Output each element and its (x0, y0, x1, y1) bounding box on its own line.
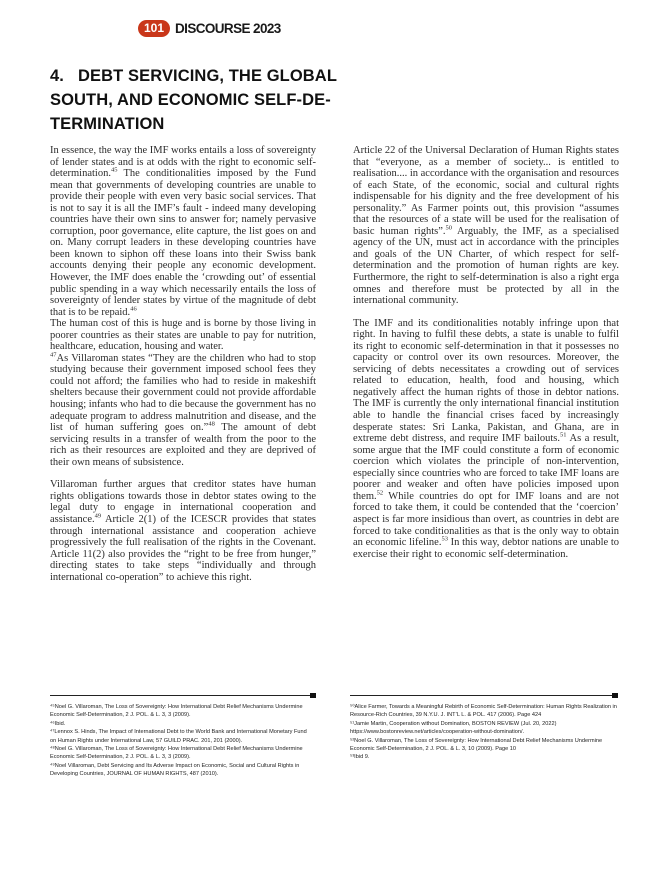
footnote: ⁴⁵Noel G. Villaroman, The Loss of Sovereignty: How International Debt Relief Mechanisms Undermine Economic Self-Determination, 2 J. POL. & L. 3, 3 (2009). (50, 704, 303, 719)
footnote-ref[interactable]: 47 (50, 351, 57, 359)
footnote-divider-right (350, 695, 618, 696)
footnote: ⁴⁸Noel G. Villaroman, The Loss of Sovereignty: How International Debt Relief Mechanisms Undermine Economic Self-Determination, 2 J. POL. & L. 3, 3 (2009). (50, 746, 303, 761)
page-number-badge: 101 (138, 20, 170, 37)
footnote-ref[interactable]: 45 (110, 166, 118, 174)
footnote: ⁴⁹Noel Villaroman, Debt Servicing and Its Adverse Impact on Economic, Social and Cultural Rights in Developing Countries, JOURNAL OF HUMAN RIGHTS, 487 (2010). (50, 762, 300, 778)
footnote-ref[interactable]: 52 (376, 489, 384, 497)
paragraph: Article 22 of the Universal Declaration of Human Rights states that “everyone, as a member of society... is entitled to realisation.... in accordance with the organisation and resources of each State, of the economic, social and cultural rights indispensable for his dignity and the free development of his personality.” As Farmer points out, this provision “assumes that the resources of a state will be used for the realisation of basic human rights”.$^{50}$ Arguably, the IMF, as a specialised agency of the UN, must act in accordance with the principles and goals of the UN Charter, of which respect for self-determination and the promotion of human rights are key. Furthermore, the right to self-determination is also a right erga omnes and therefore must be protected by all in the international community. (353, 145, 620, 307)
footnote: ⁴⁷Lennox S. Hinds, The Impact of International Debt to the World Bank and International Monetary Fund on Human Rights under International Law, 57 GUILD PRAC. 201, 201 (2000). (50, 729, 307, 744)
paragraph: Villaroman further argues that creditor states have human rights obligations towards those in debtor states owing to the legal duty to engage in international cooperation and assistance.$^{49}$ Article 2(1) of the ICESCR provides that states through international assistance and cooperation achieve progressively the full realisation of the rights in the Covenant. Article 11(2) also provides the “right to be free from hunger,” directing states to take steps “individually and through international co-operation” to achieve this right. (50, 479, 316, 583)
body-column-left (50, 145, 316, 594)
footnote-divider-cap-right (612, 693, 618, 698)
footnote-ref[interactable]: 46 (130, 305, 137, 313)
footnote-ref[interactable]: 53 (441, 535, 448, 543)
running-header (138, 19, 281, 38)
footnotes-left (50, 703, 312, 779)
footnote: ⁵⁰Alice Farmer, Towards a Meaningful Rebirth of Economic Self-Determination: Human Rights Realization in Resource-Rich Countries, 39 N.Y.U. J. INT’L L. & POL. 417 (2006). Page 424 (350, 704, 617, 719)
footnote-ref[interactable]: 51 (560, 431, 567, 439)
footnote: ⁵²Noel G. Villaroman, The Loss of Sovereignty: How International Debt Relief Mechanisms Undermine Economic Self-Determination, 2 J. POL. & L. 3, 10 (2009). Page 10 (350, 737, 603, 753)
journal-title: DISCOURSE 2023 (175, 21, 281, 36)
footnote-ref[interactable]: 50 (445, 224, 452, 232)
footnote-ref[interactable]: 48 (208, 420, 215, 428)
paragraph: In essence, the way the IMF works entails a loss of sovereignty of lender states and is at odds with the right to economic self-determination.$^{45}$ The conditionalities imposed by the Fund mean that governments of developing countries are unable to provide their people with even very basic social services. That is not to say it is all the IMF’s fault - indeed many developing countries have their own sins to answer for; namely pervasive corruption, poor governance, elite capture, the list goes on and on. Many corrupt leaders in these developing countries have been known to siphon off these loans into their Swiss bank accounts denying their people any economic development. However, the IMF does enable the ‘crowding out’ of essential public spending in a way which necessarily entails the loss of sovereignty of lender states by virtue of the magnitude of debt that is to be repaid.$^{46}$ (50, 145, 316, 318)
footnote: ⁵³Ibid 9. (350, 754, 370, 761)
footnote-ref[interactable]: 49 (94, 512, 102, 520)
body-column-right (353, 145, 619, 571)
footnote: ⁵¹Jamie Martin, Cooperation without Domination, BOSTON REVIEW (Jul. 20, 2022) https://www.bostonreview.net/articles/cooperation-without-domination/. (350, 720, 557, 736)
footnotes-right (350, 703, 618, 762)
footnote-divider-cap-left (310, 693, 316, 698)
footnote-divider-left (50, 695, 315, 696)
paragraph: The human cost of this is huge and is borne by those living in poorer countries as their states are unable to pay for nutrition, healthcare, education, housing and water. $^{47}$As Villaroman states “They are the children who had to stop studying because their government imposed school fees they could not afford; the families who had to reside in makeshift shelters because their government could not provide affordable housing; infants who had to die because the government has no adequate program to address malnutrition and disease, and the list of human suffering goes on.”$^{48}$ The amount of debt servicing results in a transfer of wealth from the poor to the rich as their resources are exploited and they are deprived of their own means of subsistence. (50, 318, 316, 468)
footnote: ⁴⁶Ibid. (50, 720, 66, 727)
paragraph: The IMF and its conditionalities notably infringe upon that right. In having to fulfil these debts, a state is unable to fulfil its right to economic self-determination in that it possesses no capacity or control over its own resources. Moreover, the servicing of debts necessitates a crowding out of services related to education, health, food and housing, which negatively affect the human rights of those in debtor nations. The IMF is currently the only international financial institution able to handle the financial crises faced by increasingly desperate states: Sri Lanka, Pakistan, and Ghana, are in extreme debt distress, and require IMF bailouts.$^{51}$ As a result, some argue that the IMF could constitute a form of economic coercion which violates the principle of non-intervention, especially since countries who are forced to take IMF loans are poorer and weaker and often have policies imposed upon them.$^{52}$ While countries do opt for IMF loans and are not forced to take them, it could be contended that the ‘coercion’ aspect is far more insidious than overt, as countries in debt are forced to take conditionalities as that is the only way to obtain an economic lifeline.$^{53}$ In this way, debtor nations are unable to exercise their right to economic self-determination. (353, 317, 620, 560)
section-heading: 4. DEBT SERVICING, THE GLOBAL SOUTH, AND ECONOMIC SELF-DE-TERMINATION (50, 67, 337, 133)
